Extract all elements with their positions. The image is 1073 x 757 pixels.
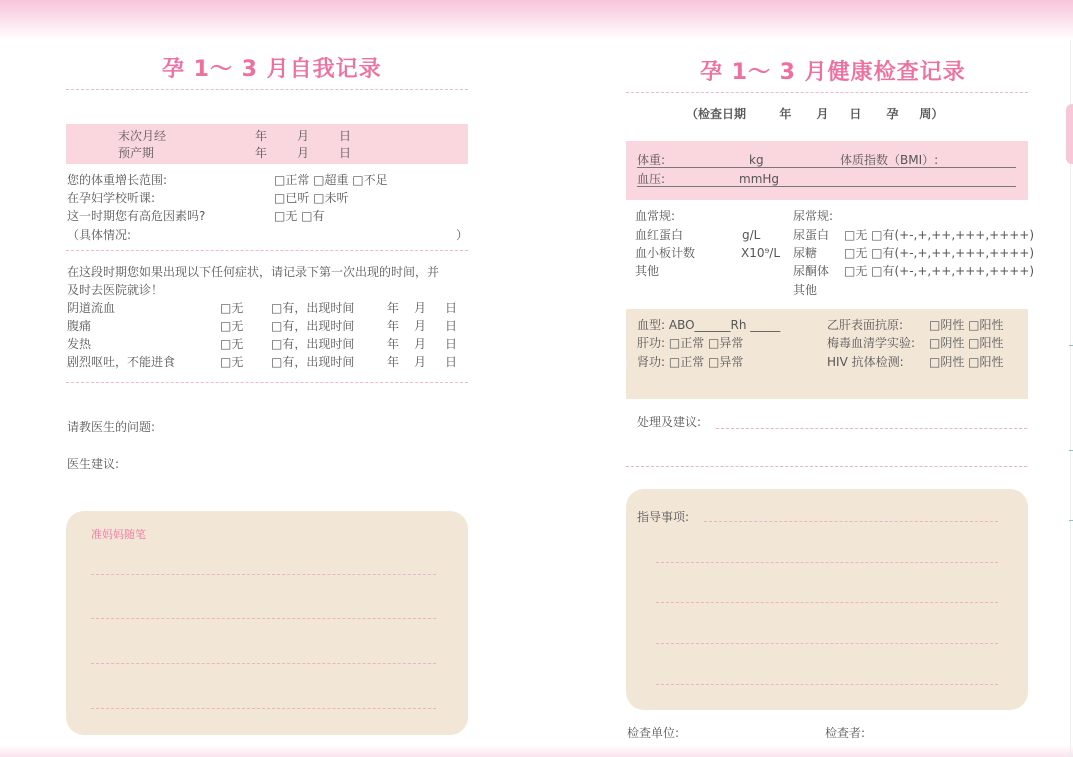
- blood-routine-title: 血常规:: [635, 209, 676, 223]
- symptoms-intro: 在这段时期您如果出现以下任何症状，请记录下第一次出现的时间，并: [67, 265, 440, 279]
- vitals-underline[interactable]: [637, 186, 1016, 187]
- exam-date-line: （检查日期 年 月 日 孕 周）: [686, 107, 944, 121]
- bp-label: 血压:: [637, 172, 666, 186]
- symptom-none-option[interactable]: □无: [220, 319, 244, 333]
- day-label: 日: [445, 301, 458, 315]
- section-divider: [66, 382, 468, 383]
- notes-line[interactable]: [91, 708, 436, 709]
- doctor-advice-label: 医生建议:: [67, 457, 120, 471]
- section-tab[interactable]: [1066, 104, 1073, 164]
- urine-options[interactable]: □无 □有(+-,+,++,+++,++++): [844, 228, 1035, 242]
- guidance-line[interactable]: [656, 643, 998, 644]
- symptom-row: [67, 336, 467, 354]
- urine-options[interactable]: □无 □有(+-,+,++,+++,++++): [844, 246, 1035, 260]
- symptom-none-option[interactable]: □无: [220, 355, 244, 369]
- month-label: 月: [297, 129, 310, 143]
- guidance-line[interactable]: [656, 602, 998, 603]
- notes-line[interactable]: [91, 574, 436, 575]
- year-label: 年: [387, 355, 400, 369]
- day-label: 日: [445, 337, 458, 351]
- day-label: 日: [339, 146, 352, 160]
- symptoms-intro-cont: 及时去医院就诊！: [67, 283, 164, 297]
- right-page-title: 孕 1～ 3 月健康检查记录: [700, 60, 966, 85]
- symptom-name: 发热: [67, 337, 92, 351]
- blood-type-field[interactable]: 血型: ABO______Rh _____: [637, 318, 781, 332]
- vitals-underline[interactable]: [637, 167, 1016, 168]
- edge-mark: [1069, 520, 1073, 521]
- symptom-row: [67, 354, 467, 372]
- bmi-label: 体质指数（BMI）:: [840, 153, 939, 167]
- guidance-line[interactable]: [656, 684, 998, 685]
- notes-line[interactable]: [91, 663, 436, 664]
- symptom-has-option[interactable]: □有，出现时间: [271, 319, 355, 333]
- urine-other-label: 其他: [793, 283, 818, 297]
- top-gradient-band: [0, 0, 1073, 40]
- treatment-line[interactable]: [716, 428, 1027, 429]
- month-label: 月: [414, 355, 427, 369]
- examiner-label: 检查者:: [825, 726, 866, 740]
- title-divider: [66, 89, 468, 90]
- edge-mark: [1069, 450, 1073, 451]
- day-label: 日: [445, 319, 458, 333]
- symptom-has-option[interactable]: □有，出现时间: [271, 355, 355, 369]
- month-label: 月: [414, 337, 427, 351]
- symptom-row: [67, 318, 467, 336]
- ask-doctor-label: 请教医生的问题:: [67, 420, 156, 434]
- blood-other-label: 其他: [635, 264, 660, 278]
- year-label: 年: [387, 301, 400, 315]
- hiv-label: HIV 抗体检测:: [827, 355, 904, 369]
- syphilis-label: 梅毒血清学实验:: [827, 336, 916, 350]
- symptom-name: 剧烈呕吐，不能进食: [67, 355, 176, 369]
- urine-routine-title: 尿常规:: [793, 209, 834, 223]
- year-label: 年: [387, 337, 400, 351]
- weight-gain-options[interactable]: □正常 □超重 □不足: [274, 173, 388, 187]
- urine-item: 尿糖: [793, 246, 818, 260]
- treatment-line[interactable]: [626, 466, 1027, 467]
- year-label: 年: [387, 319, 400, 333]
- month-label: 月: [414, 319, 427, 333]
- weight-label: 体重:: [637, 153, 666, 167]
- last-period-label: 末次月经: [118, 129, 167, 143]
- syphilis-options[interactable]: □阴性 □阳性: [929, 336, 1004, 350]
- notes-card: [66, 511, 468, 735]
- symptom-row: [67, 300, 467, 318]
- left-page-title: 孕 1～ 3 月自我记录: [162, 57, 382, 82]
- guidance-card: [626, 489, 1028, 710]
- risk-details-label: （具体情况:: [67, 228, 132, 242]
- risk-factor-options[interactable]: □无 □有: [274, 209, 325, 223]
- symptom-has-option[interactable]: □有，出现时间: [271, 337, 355, 351]
- liver-function-field[interactable]: 肝功: □正常 □异常: [637, 336, 744, 350]
- section-divider: [66, 250, 468, 251]
- vitals-band: [626, 141, 1028, 200]
- symptom-none-option[interactable]: □无: [220, 301, 244, 315]
- year-label: 年: [255, 129, 268, 143]
- platelet-label: 血小板计数: [635, 246, 696, 260]
- year-label: 年: [255, 146, 268, 160]
- hemoglobin-unit: g/L: [742, 228, 761, 242]
- hbsag-label: 乙肝表面抗原:: [827, 318, 904, 332]
- weight-unit: kg: [749, 153, 764, 167]
- symptom-name: 腹痛: [67, 319, 92, 333]
- weight-gain-question: 您的体重增长范围:: [67, 173, 168, 187]
- notes-line[interactable]: [91, 618, 436, 619]
- prenatal-school-options[interactable]: □已听 □未听: [274, 191, 349, 205]
- symptom-none-option[interactable]: □无: [220, 337, 244, 351]
- platelet-unit: X10⁹/L: [741, 246, 781, 260]
- hbsag-options[interactable]: □阴性 □阳性: [929, 318, 1004, 332]
- bottom-gradient-band: [0, 745, 1073, 757]
- guidance-line[interactable]: [656, 562, 998, 563]
- symptom-has-option[interactable]: □有，出现时间: [271, 301, 355, 315]
- month-label: 月: [414, 301, 427, 315]
- bp-unit: mmHg: [739, 172, 780, 186]
- kidney-function-field[interactable]: 肾功: □正常 □异常: [637, 355, 744, 369]
- urine-options[interactable]: □无 □有(+-,+,++,+++,++++): [844, 264, 1035, 278]
- day-label: 日: [445, 355, 458, 369]
- hemoglobin-label: 血红蛋白: [635, 228, 684, 242]
- month-label: 月: [297, 146, 310, 160]
- guidance-label: 指导事项:: [637, 510, 690, 524]
- hiv-options[interactable]: □阴性 □阳性: [929, 355, 1004, 369]
- risk-factor-question: 这一时期您有高危因素吗?: [67, 209, 206, 223]
- day-label: 日: [339, 129, 352, 143]
- title-divider: [626, 92, 1028, 93]
- edge-mark: [1069, 345, 1073, 346]
- treatment-label: 处理及建议:: [637, 415, 702, 429]
- due-date-label: 预产期: [118, 146, 155, 160]
- urine-item: 尿蛋白: [793, 228, 830, 242]
- prenatal-school-question: 在孕妇学校听课:: [67, 191, 156, 205]
- guidance-line[interactable]: [704, 521, 998, 522]
- exam-unit-label: 检查单位:: [627, 726, 680, 740]
- notes-title: 准妈妈随笔: [91, 528, 146, 541]
- risk-details-close: ）: [456, 228, 469, 242]
- urine-item: 尿酮体: [793, 264, 830, 278]
- symptom-list: [67, 300, 467, 372]
- symptom-name: 阴道流血: [67, 301, 116, 315]
